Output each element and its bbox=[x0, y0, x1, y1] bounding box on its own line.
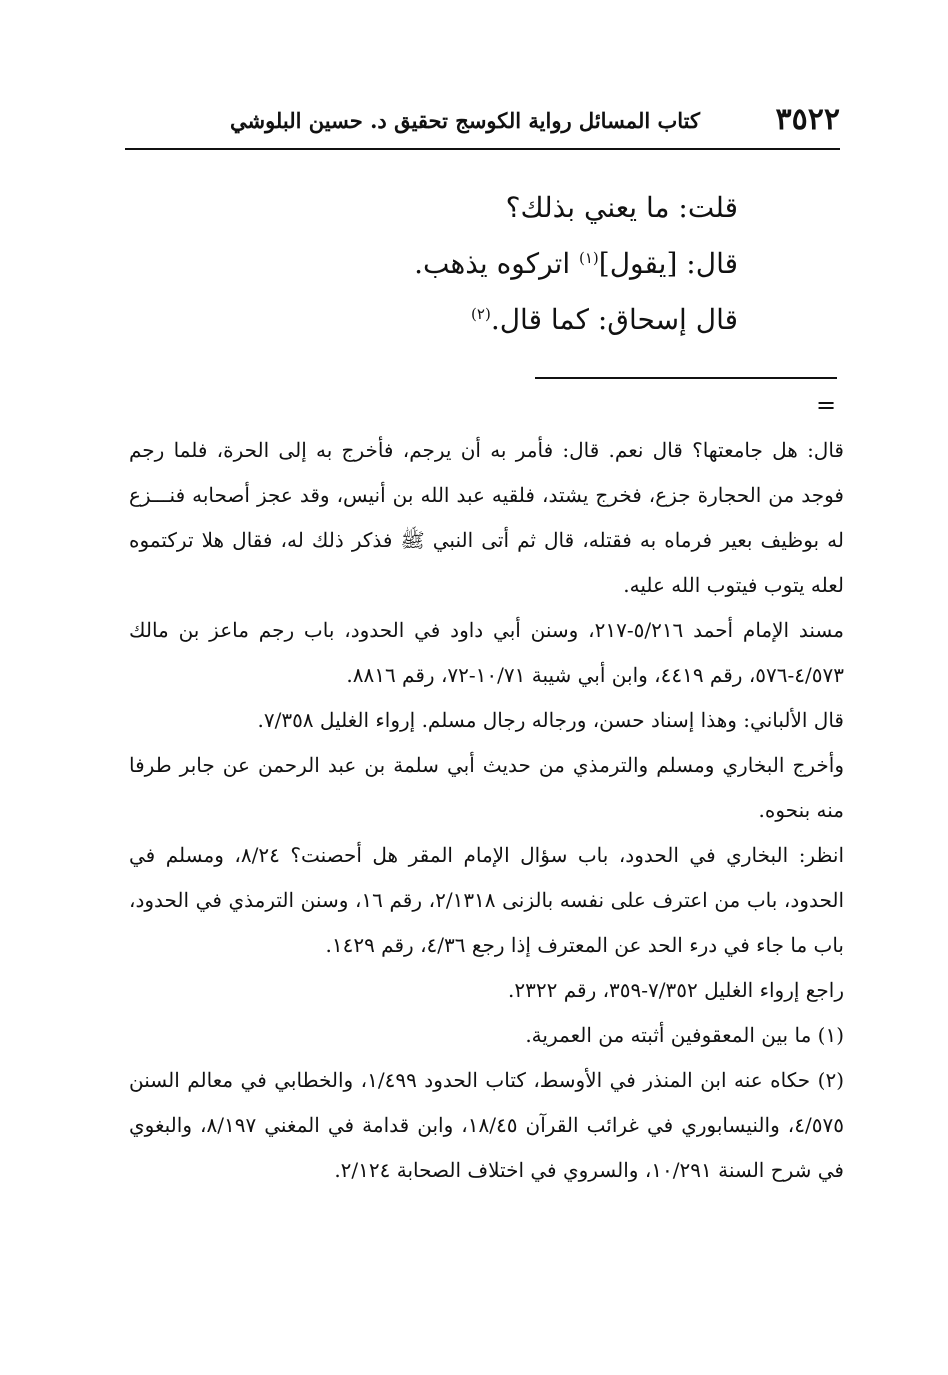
footnote-paragraph-sources: مسند الإمام أحمد ٥/٢١٦-٢١٧، وسنن أبي داود في الحدود، باب رجم ماعز بن مالك ٤/٥٧٣-٥٧٦، رقم ٤٤١٩، وابن أبي شيبة ١٠/٧١-٧٢، رقم ٨٨١٦. bbox=[129, 618, 844, 687]
footnote-paragraph-irwa: راجع إرواء الغليل ٧/٣٥٢-٣٥٩، رقم ٢٣٢٢. bbox=[508, 978, 844, 1002]
header-rule bbox=[125, 148, 840, 150]
footnotes bbox=[129, 428, 844, 1193]
continuation-mark: = bbox=[816, 391, 837, 419]
footnote-separator bbox=[535, 377, 837, 379]
footnote-paragraph-albani: قال الألباني: وهذا إسناد حسن، ورجاله رجال مسلم. إرواء الغليل ٧/٣٥٨. bbox=[257, 708, 844, 732]
page-number: ٣٥٢٢ bbox=[775, 102, 840, 137]
page-header bbox=[125, 100, 840, 148]
running-title: كتاب المسائل رواية الكوسج تحقيق د. حسين البلوشي bbox=[229, 108, 700, 133]
footnote-ref-1[interactable]: (١) bbox=[579, 249, 599, 267]
footnote-1: (١) ما بين المعقوفين أثبته من العمرية. bbox=[525, 1023, 844, 1047]
footnote-paragraph-hadith: قال: هل جامعتها؟ قال نعم. قال: فأمر به أن يرجم، فأخرج به إلى الحرة، فلما رجم فوجد من الحجارة جزع، فخرج يشتد، فلقيه عبد الله بن أنيس، وقد عجز أصحابه فنـــزع له بوظيف بعير فرماه به فقتله، قال ثم أتى النبي ﷺ فذكر ذلك له، فقال هلا تركتموه لعله يتوب فيتوب الله عليه. bbox=[129, 438, 844, 597]
footnote-paragraph-bukhari-muslim: وأخرج البخاري ومسلم والترمذي من حديث أبي سلمة بن عبد الرحمن عن جابر طرفا منه بنحوه. bbox=[129, 753, 844, 822]
main-line-2-text-a: قال: [يقول] bbox=[598, 247, 738, 280]
main-line-3 bbox=[178, 292, 738, 348]
footnote-2: (٢) حكاه عنه ابن المنذر في الأوسط، كتاب الحدود ١/٤٩٩، والخطابي في معالم السنن ٤/٥٧٥، والنيسابوري في غرائب القرآن ١٨/٤٥، وابن قدامة في المغني ٨/١٩٧، والبغوي في شرح السنة ١٠/٢٩١، والسروي في اختلاف الصحابة ٢/١٢٤. bbox=[129, 1068, 844, 1182]
main-line-1: قلت: ما يعني بذلك؟ bbox=[505, 191, 738, 224]
main-line-3-text: قال إسحاق: كما قال. bbox=[490, 303, 738, 336]
main-text bbox=[178, 180, 738, 348]
footnote-paragraph-references: انظر: البخاري في الحدود، باب سؤال الإمام المقر هل أحصنت؟ ٨/٢٤، ومسلم في الحدود، باب من اعترف على نفسه بالزنى ٢/١٣١٨، رقم ١٦، وسنن الترمذي في الحدود، باب ما جاء في درء الحد عن المعترف إذا رجع ٤/٣٦، رقم ١٤٢٩. bbox=[129, 843, 845, 957]
main-line-2 bbox=[178, 236, 738, 292]
footnote-ref-2[interactable]: (٢) bbox=[471, 305, 491, 323]
main-line-2-text-b: اتركوه يذهب. bbox=[414, 247, 579, 280]
